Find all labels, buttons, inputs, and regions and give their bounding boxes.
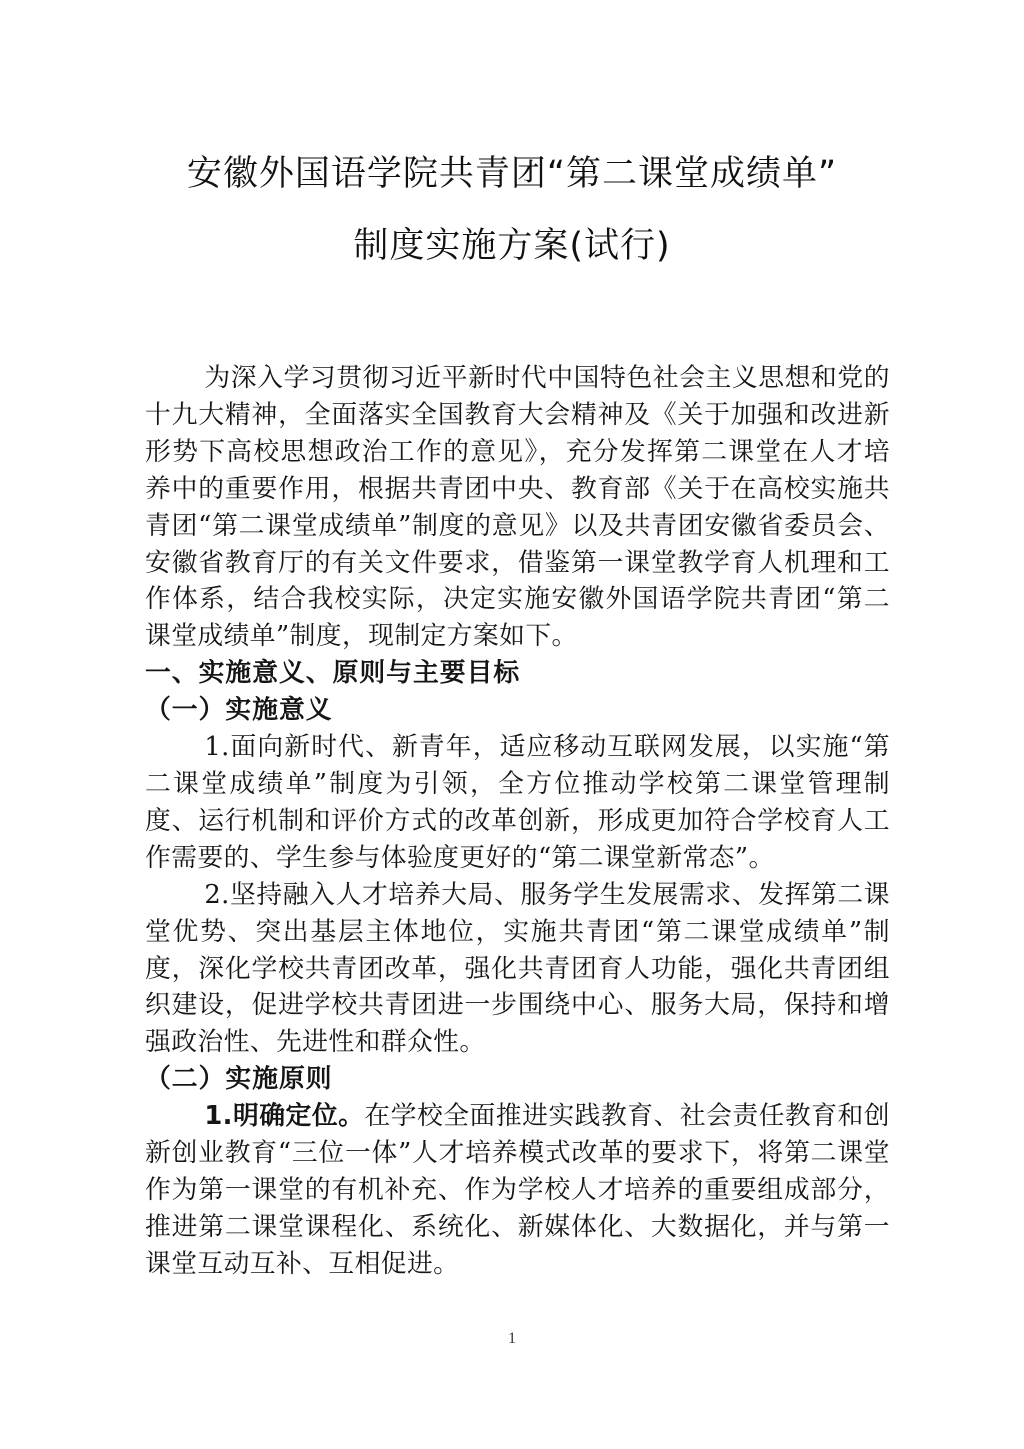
significance-item-2: 2.坚持融入人才培养大局、服务学生发展需求、发挥第二课堂优势、突出基层主体地位，实施共青团“第二课堂成绩单”制度，深化学校共青团改革，强化共青团育人功能，强化共青团组织建设，促进学校共青团进一步围绕中心、服务大局，保持和增强政治性、先进性和群众性。 [145, 879, 890, 1058]
page-number: 1 [508, 1330, 516, 1347]
document-title-line-1: 安徽外国语学院共青团“第二课堂成绩单” [186, 154, 838, 194]
subsection-1-heading: （一）实施意义 [145, 695, 333, 726]
principle-item-1-text: 在学校全面推进实践教育、社会责任教育和创新创业教育“三位一体”人才培养模式改革的要求下，将第二课堂作为第一课堂的有机补充、作为学校人才培养的重要组成部分，推进第二课堂课程化、系统化、新媒体化、大数据化，并与第一课堂互动互补、互相促进。 [145, 1101, 890, 1279]
subsection-2-heading: （二）实施原则 [145, 1064, 333, 1095]
significance-item-1: 1.面向新时代、新青年，适应移动互联网发展，以实施“第二课堂成绩单”制度为引领，全方位推动学校第二课堂管理制度、运行机制和评价方式的改革创新，形成更加符合学校育人工作需要的、学生参与体验度更好的“第二课堂新常态”。 [145, 732, 890, 873]
principle-item-1-lead: 1.明确定位。 [204, 1101, 365, 1132]
principle-item-1 [145, 1098, 890, 1283]
section-1-heading: 一、实施意义、原则与主要目标 [145, 658, 521, 689]
document-body [145, 360, 890, 1283]
document-title-line-2: 制度实施方案(试行) [353, 226, 671, 266]
intro-paragraph: 为深入学习贯彻习近平新时代中国特色社会主义思想和党的十九大精神，全面落实全国教育大会精神及《关于加强和改进新形势下高校思想政治工作的意见》，充分发挥第二课堂在人才培养中的重要作用，根据共青团中央、教育部《关于在高校实施共青团“第二课堂成绩单”制度的意见》以及共青团安徽省委员会、安徽省教育厅的有关文件要求，借鉴第一课堂教学育人机理和工作体系，结合我校实际，决定实施安徽外国语学院共青团“第二课堂成绩单”制度，现制定方案如下。 [145, 363, 890, 652]
